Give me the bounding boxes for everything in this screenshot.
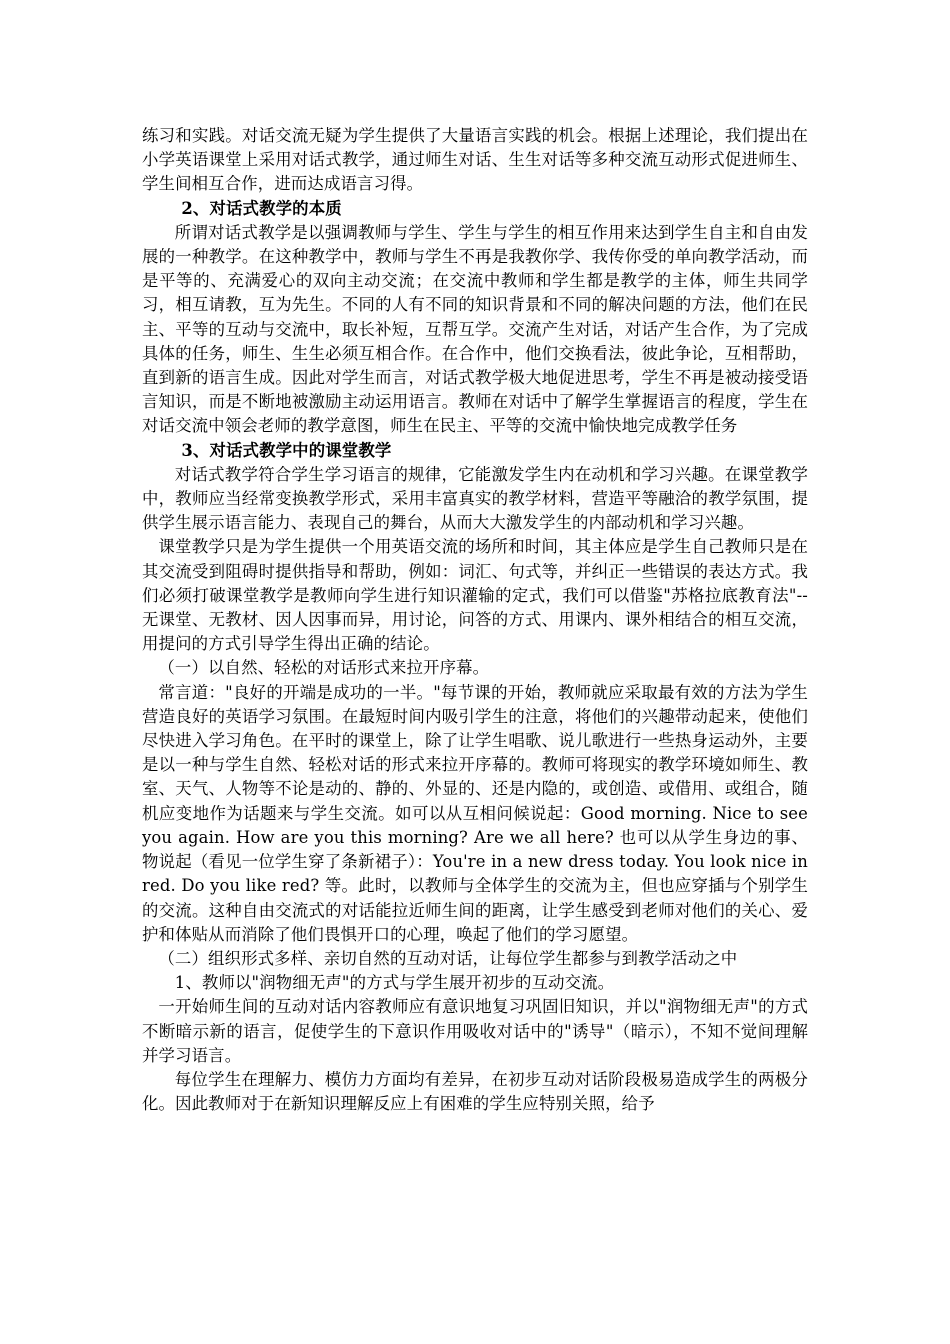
paragraph-review: 一开始师生间的互动对话内容教师应有意识地复习巩固旧知识，并以"润物细无声"的方式不断暗示新的语言，促使学生的下意识作用吸收对话中的"诱导"（暗示），不知不觉间理解并学习语言。 bbox=[142, 997, 808, 1065]
paragraph-good-start: 常言道："良好的开端是成功的一半。"每节课的开始，教师就应采取最有效的方法为学生营造良好的英语学习氛围。在最短时间内吸引学生的注意，将他们的兴趣带动起来，使他们尽快进入学习角色。在平时的课堂上，除了让学生唱歌、说儿歌进行一些热身运动外，主要是以一种与学生自然、轻松对话的形式来拉开序幕的。教师可将现实的教学环境如师生、教室、天气、人物等不论是动的、静的、外显的、还是内隐的，或创造、或借用、或组合，随机应变地作为话题来与学生交流。如可以从互相问候说起：Good morning. Nice to see you again. How are you this morning? Are we all here? 也可以从学生身边的事、物说起（看见一位学生穿了条新裙子）：You're in a new dress today. You look nice in red. Do you like red? 等。此时，以教师与全体学生的交流为主，但也应穿插与个别学生的交流。这种自由交流式的对话能拉近师生间的距离，让学生感受到老师对他们的关心、爱护和体贴从而消除了他们畏惧开口的心理，唤起了他们的学习愿望。 bbox=[142, 682, 808, 944]
subheading-2: （二）组织形式多样、亲切自然的互动对话，让每位学生都参与到教学活动之中 bbox=[158, 948, 738, 968]
paragraph-classroom-teaching: 对话式教学符合学生学习语言的规律，它能激发学生内在动机和学习兴趣。在课堂教学中，教师应当经常变换教学形式，采用丰富真实的教学材料，营造平等融洽的教学氛围，提供学生展示语言能力、表现自己的舞台，从而大大激发学生的内部动机和学习兴趣。 bbox=[142, 464, 808, 533]
document-page bbox=[142, 124, 808, 1116]
paragraph-student-subject: 课堂教学只是为学生提供一个用英语交流的场所和时间，其主体应是学生自己教师只是在其交流受到阻碍时提供指导和帮助，例如：词汇、句式等，并纠正一些错误的表达方式。我们必须打破课堂教学是教师向学生进行知识灌输的定式，我们可以借鉴"苏格拉底教育法"--无课堂、无教材、因人因事而异，用讨论，问答的方式、用课内、课外相结合的相互交流，用提问的方式引导学生得出正确的结论。 bbox=[142, 537, 808, 654]
section-heading-3: 3、对话式教学中的课堂教学 bbox=[181, 440, 392, 460]
section-heading-2: 2、对话式教学的本质 bbox=[181, 198, 342, 218]
paragraph-essence: 所谓对话式教学是以强调教师与学生、学生与学生的相互作用来达到学生自主和自由发展的一种教学。在这种教学中，教师与学生不再是我教你学、我传你受的单向教学活动，而是平等的、充满爱心的双向主动交流；在交流中教师和学生都是教学的主体，师生共同学习，相互请教，互为先生。不同的人有不同的知识背景和不同的解决问题的方法，他们在民主、平等的互动与交流中，取长补短，互帮互学。交流产生对话，对话产生合作，为了完成具体的任务，师生、生生必须互相合作。在合作中，他们交换看法，彼此争论，互相帮助，直到新的语言生成。因此对学生而言，对话式教学极大地促进思考，学生不再是被动接受语言知识，而是不断地被激励主动运用语言。教师在对话中了解学生掌握语言的程度，学生在对话交流中领会老师的教学意图，师生在民主、平等的交流中愉快地完成教学任务 bbox=[142, 222, 808, 436]
paragraph-intro-continuation: 练习和实践。对话交流无疑为学生提供了大量语言实践的机会。根据上述理论，我们提出在小学英语课堂上采用对话式教学，通过师生对话、生生对话等多种交流互动形式促进师生、学生间相互合作，进而达成语言习得。 bbox=[142, 126, 808, 194]
subheading-2-item-1: 1、教师以"润物细无声"的方式与学生展开初步的互动交流。 bbox=[174, 973, 615, 993]
paragraph-differences: 每位学生在理解力、模仿力方面均有差异，在初步互动对话阶段极易造成学生的两极分化。因此教师对于在新知识理解反应上有困难的学生应特别关照，给予 bbox=[142, 1069, 808, 1114]
subheading-1: （一）以自然、轻松的对话形式来拉开序幕。 bbox=[158, 658, 490, 678]
